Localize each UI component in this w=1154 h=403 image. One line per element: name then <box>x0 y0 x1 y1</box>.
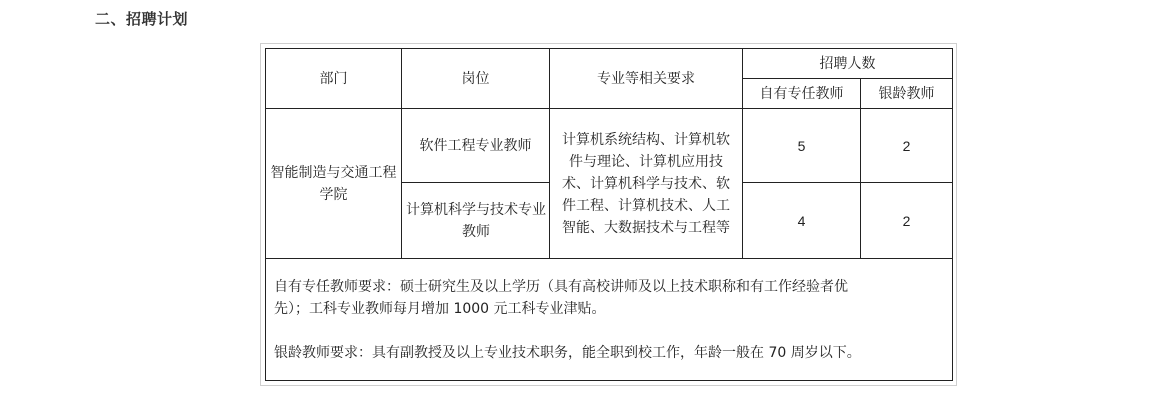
recruitment-plan-table <box>265 48 953 381</box>
header-department: 部门 <box>266 49 402 109</box>
position-cell <box>402 183 550 259</box>
header-requirements: 专业等相关要求 <box>550 49 743 109</box>
fulltime-count-cell: 4 <box>743 183 861 259</box>
header-row-1 <box>266 49 953 79</box>
header-count-senior: 银龄教师 <box>861 79 953 109</box>
position-cell: 软件工程专业教师 <box>402 109 550 183</box>
requirements-text: 计算机系统结构、计算机软件与理论、计算机应用技术、计算机科学与技术、软件工程、计算机技术、人工智能、大数据技术与工程等 <box>562 131 730 236</box>
position-text: 计算机科学与技术专业教师 <box>406 201 546 240</box>
notes-spacer <box>274 320 944 342</box>
recruitment-plan-table-frame <box>260 43 957 386</box>
notes-row <box>266 259 953 381</box>
fulltime-requirement-line-1: 自有专任教师要求：硕士研究生及以上学历（具有高校讲师及以上技术职称和有工作经验者优 <box>274 278 848 295</box>
senior-count-cell: 2 <box>861 109 953 183</box>
section-heading: 二、招聘计划 <box>95 10 189 28</box>
header-count-fulltime: 自有专任教师 <box>743 79 861 109</box>
senior-count-cell: 2 <box>861 183 953 259</box>
table-row <box>266 109 953 183</box>
department-cell: 智能制造与交通工程学院 <box>266 109 402 259</box>
requirements-cell <box>550 109 743 259</box>
fulltime-count-cell: 5 <box>743 109 861 183</box>
fulltime-requirement-line-2: 先）；工科专业教师每月增加 1000 元工科专业津贴。 <box>274 300 606 317</box>
header-count-group: 招聘人数 <box>743 49 953 79</box>
notes-cell <box>266 259 953 381</box>
senior-requirement-line: 银龄教师要求：具有副教授及以上专业技术职务，能全职到校工作，年龄一般在 70 周岁以下。 <box>274 344 861 361</box>
header-position: 岗位 <box>402 49 550 109</box>
